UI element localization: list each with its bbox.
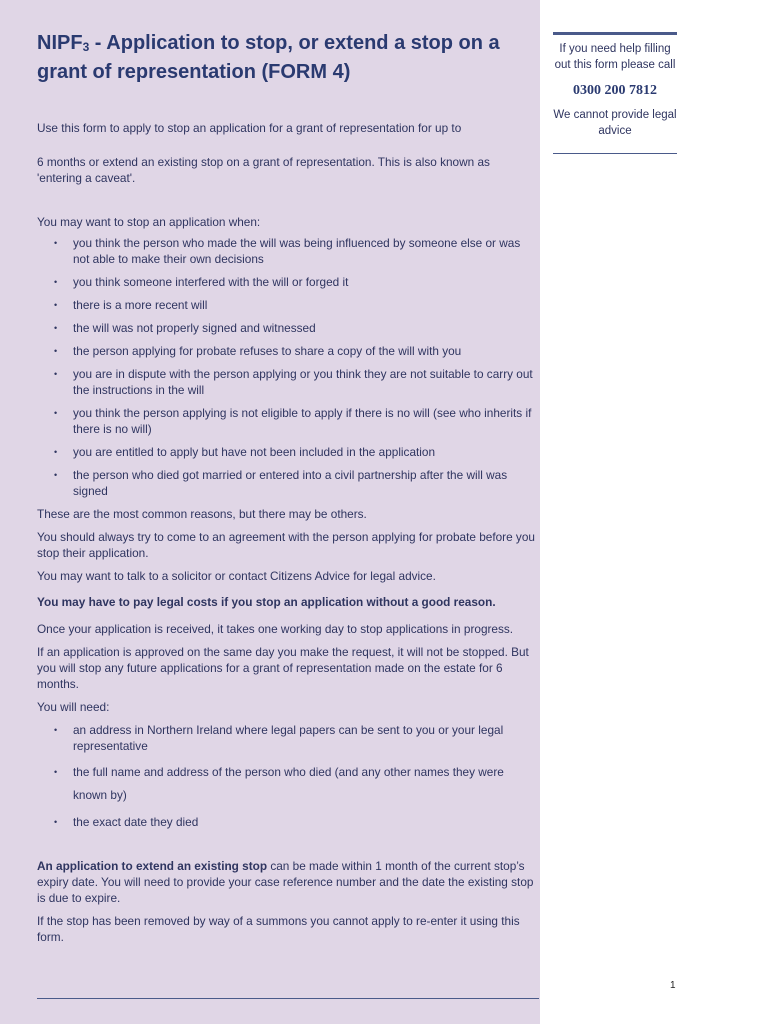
help-sidebar (553, 32, 677, 154)
you-will-need-heading: You will need: (37, 700, 110, 714)
bullet-icon: • (54, 817, 58, 827)
list-item-text: you are entitled to apply but have not been included in the application (73, 445, 436, 459)
bullet-icon: • (54, 447, 58, 457)
sidebar-bottom-divider (553, 153, 677, 154)
list-item-text: you think the person applying is not eligible to apply if there is no will (see who inherits if there is no will) (73, 406, 532, 436)
list-item (37, 761, 537, 807)
bullet-icon: • (54, 346, 58, 356)
title-rest: - Application to stop, or extend a stop on a grant of representation (FORM 4) (37, 32, 500, 83)
sidebar-top-divider (553, 32, 677, 35)
solicitor-paragraph: You may want to talk to a solicitor or contact Citizens Advice for legal advice. (37, 569, 436, 583)
help-text: If you need help filling out this form please call (554, 43, 676, 71)
list-item-text: the full name and address of the person who died (and any other names they were known by) (73, 765, 504, 802)
bullet-icon: • (54, 767, 58, 777)
list-item-text: the person applying for probate refuses to share a copy of the will with you (73, 344, 462, 358)
list-item (37, 235, 537, 267)
title-prefix: NIPF (37, 32, 83, 54)
helpline-phone-number: 0300 200 7812 (573, 83, 657, 98)
list-item (37, 814, 537, 830)
list-item-text: the person who died got married or entered into a civil partnership after the will was signed (73, 468, 508, 498)
bullet-icon: • (54, 369, 58, 379)
form-guidance (37, 120, 537, 952)
legal-costs-warning: You may have to pay legal costs if you stop an application without a good reason. (37, 595, 496, 609)
list-item (37, 274, 537, 290)
list-item (37, 405, 537, 437)
page-number: 1 (670, 980, 676, 991)
bullet-icon: • (54, 277, 58, 287)
list-item (37, 320, 537, 336)
intro-paragraph-1: Use this form to apply to stop an application for a grant of representation for up to (37, 121, 462, 135)
reasons-lead: You may want to stop an application when: (37, 215, 261, 229)
list-item (37, 297, 537, 313)
list-item (37, 467, 537, 499)
needs-list (37, 722, 537, 830)
bottom-divider (37, 998, 539, 999)
title-subscript: 3 (82, 40, 90, 54)
bullet-icon: • (54, 238, 58, 248)
bullet-icon: • (54, 300, 58, 310)
list-item-text: you are in dispute with the person applying or you think they are not suitable to carry out the instructions in the will (73, 367, 533, 397)
list-item-text: an address in Northern Ireland where legal papers can be sent to you or your legal representative (73, 723, 504, 753)
bullet-icon: • (54, 408, 58, 418)
extend-stop-text: can be made within 1 month of the current stop’s expiry date. You will need to provide your case reference number and the date the existing stop is due to expire. (37, 859, 534, 905)
list-item-text: you think the person who made the will was being influenced by someone else or was not able to make their own decisions (73, 236, 521, 266)
working-day-paragraph: Once your application is received, it takes one working day to stop applications in progress. (37, 622, 514, 636)
approved-paragraph: If an application is approved on the same day you make the request, it will not be stopped. But you will stop any future applications for a grant of representation made on the estate for 6 months. (37, 645, 529, 691)
list-item (37, 722, 537, 754)
list-item (37, 444, 537, 460)
common-reasons-paragraph: These are the most common reasons, but there may be others. (37, 507, 367, 521)
extend-stop-lead: An application to extend an existing stop (37, 859, 268, 873)
extend-stop-paragraph (37, 858, 537, 906)
list-item (37, 366, 537, 398)
page-title (37, 30, 532, 86)
list-item-text: you think someone interfered with the will or forged it (73, 275, 349, 289)
agreement-paragraph: You should always try to come to an agreement with the person applying for probate before you stop their application. (37, 530, 535, 560)
bullet-icon: • (54, 470, 58, 480)
intro-paragraph-2: 6 months or extend an existing stop on a grant of representation. This is also known as 'entering a caveat'. (37, 155, 490, 185)
list-item (37, 343, 537, 359)
bullet-icon: • (54, 725, 58, 735)
no-legal-advice-note: We cannot provide legal advice (553, 109, 677, 137)
summons-paragraph: If the stop has been removed by way of a summons you cannot apply to re-enter it using this form. (37, 914, 520, 944)
list-item-text: the exact date they died (73, 815, 199, 829)
list-item-text: there is a more recent will (73, 298, 208, 312)
bullet-icon: • (54, 323, 58, 333)
list-item-text: the will was not properly signed and witnessed (73, 321, 316, 335)
reasons-list (37, 235, 537, 499)
